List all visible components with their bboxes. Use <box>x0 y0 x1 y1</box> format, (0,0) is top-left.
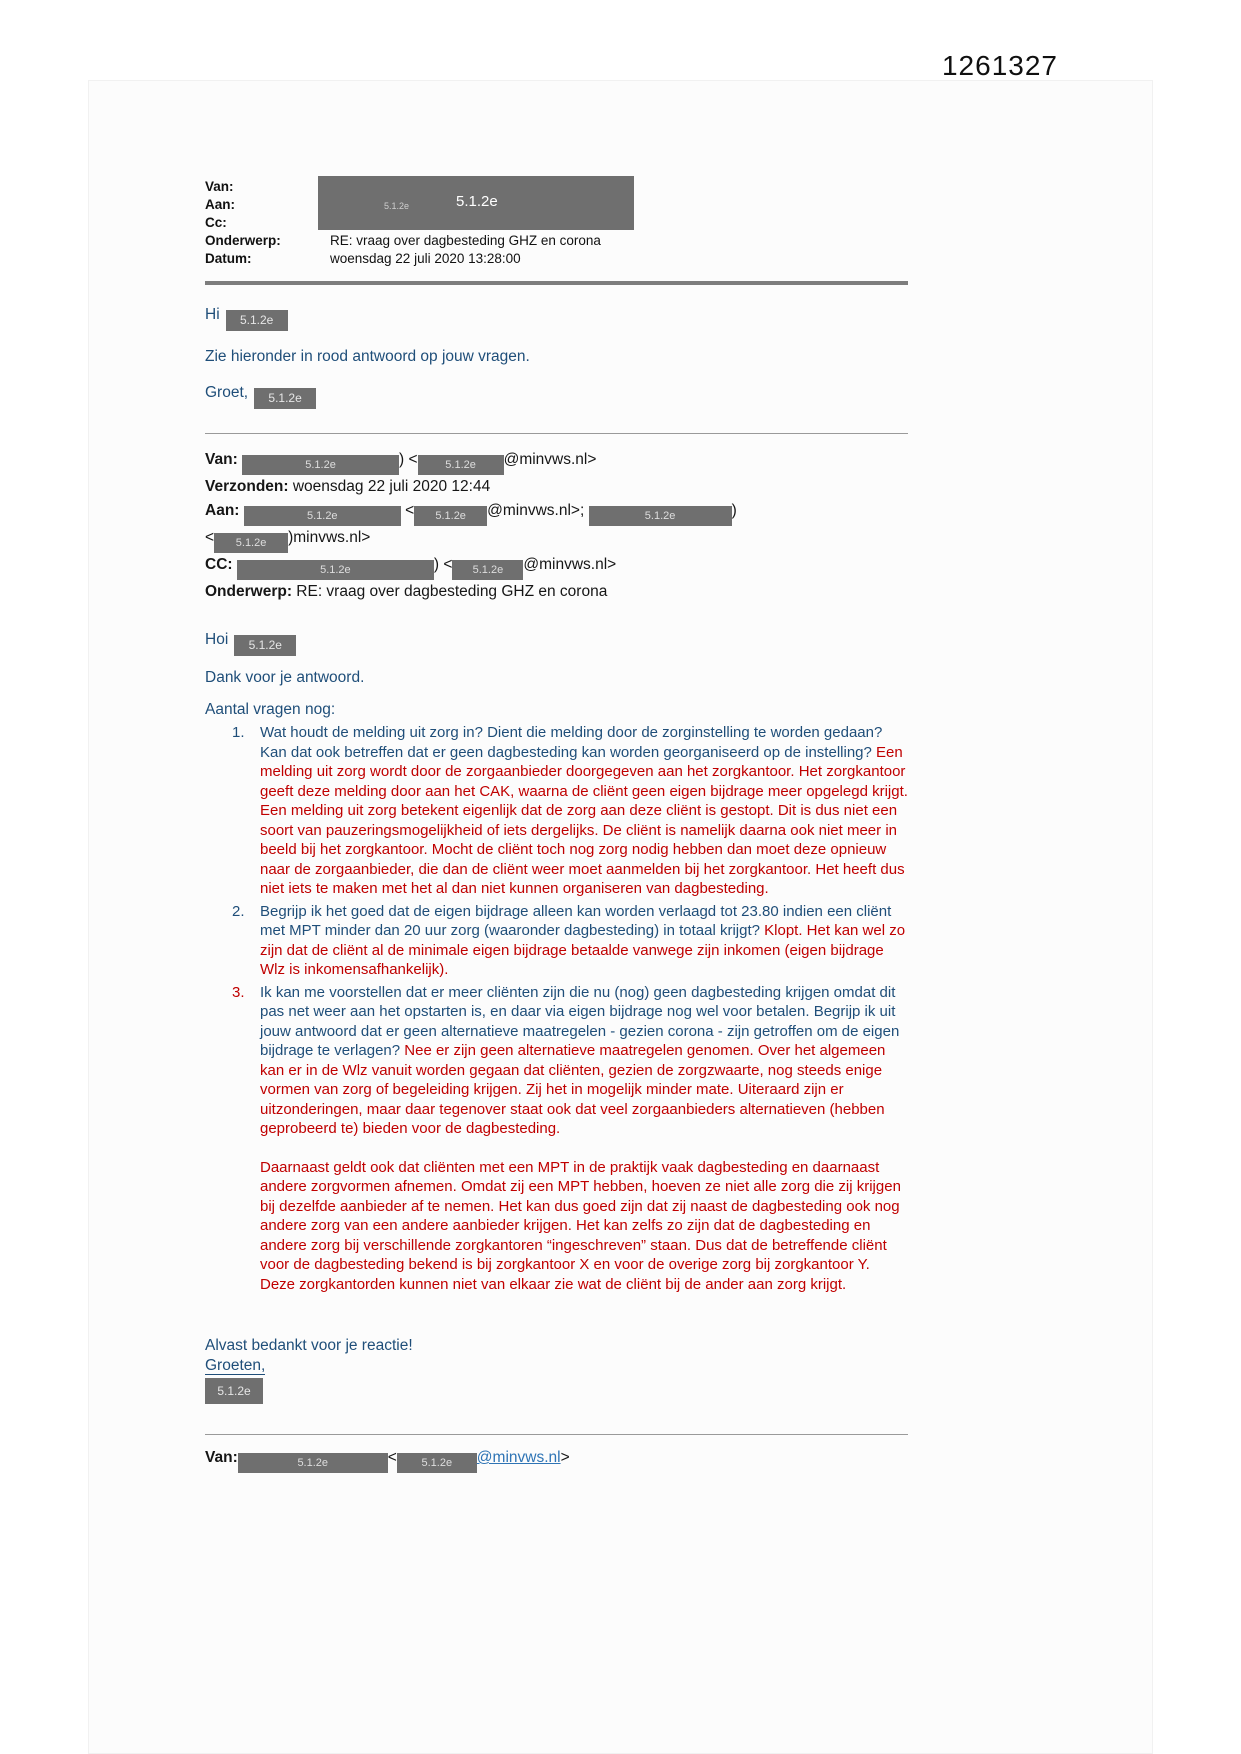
email-document <box>205 178 908 1473</box>
question-item-2 <box>205 902 908 980</box>
redaction-box-signature: 5.1.2e <box>205 1378 263 1404</box>
closing-signoff-line <box>205 1356 908 1376</box>
van-sep: ) < <box>399 451 418 468</box>
quoted-cc-row <box>205 553 908 580</box>
header-row-datum <box>205 250 908 268</box>
redaction-box: 5.1.2e <box>214 533 288 553</box>
question-list <box>205 723 908 1294</box>
redaction-box: 5.1.2e <box>397 1453 477 1473</box>
quoted-aan-label: Aan: <box>205 502 240 519</box>
closing-thanks-line: Alvast bedankt voor je reactie! <box>205 1337 413 1354</box>
redaction-box: 5.1.2e <box>452 560 523 580</box>
answer-text: Nee er zijn geen alternatieve maatregelen genomen. Over het algemeen kan er in de Wlz vanuit worden gegaan dat cliënten, gezien de zorgzwaarte, nog steeds enige vormen van zorg of begeleiding krijgen. Zij het in mogelijk minder mate. Uiteraard zijn er uitzonderingen, maar daar tegenover staat ook dat veel zorgaanbieders alternatieven (hebben geprobeerd te) bieden voor de dagbesteding. <box>260 1042 886 1137</box>
aan-mid: @minvws.nl>; <box>487 502 585 519</box>
item-number: 1. <box>232 724 245 741</box>
redaction-box: 5.1.2e <box>418 455 504 475</box>
item-number: 2. <box>232 902 245 920</box>
answer-text: Een melding uit zorg wordt door de zorgaanbieder doorgegeven aan het zorgkantoor. Het zorgkantoor geeft deze melding door aan het CAK, waarna de cliënt geen eigen bijdrage meer opgelegd krijgt. Een melding uit zorg betekent eigenlijk dat de zorg aan deze cliënt is gestopt. Dit is dus niet een soort van pauzeringsmogelijkheid of iets dergelijks. De cliënt is namelijk daarna ook niet meer in beeld bij het zorgkantoor. Mocht de cliënt toch nog zorg nodig hebben dan moet deze opnieuw naar de zorgaanbieder, die dan de cliënt weer moet aanmelden bij het zorgkantoor. Het heeft dus niet iets te maken met het al dan niet kunnen organiseren van dagbesteding. <box>260 743 908 897</box>
quoted-cc-label: CC: <box>205 556 233 573</box>
question-item-3 <box>205 983 908 1295</box>
item-text <box>260 723 908 899</box>
cc-label: Cc: <box>205 215 227 230</box>
redaction-box-signature: 5.1.2e <box>254 388 316 409</box>
quoted-greeting-text: Hoi <box>205 631 229 648</box>
footer-van-label: Van: <box>205 1449 238 1466</box>
email-link[interactable]: @minvws.nl <box>476 1449 561 1466</box>
quoted-onderwerp-row <box>205 580 908 604</box>
greeting-text: Hi <box>205 306 220 323</box>
question-text: Ik kan me voorstellen dat er meer cliënten zijn die nu (nog) geen dagbesteding krijgen omdat dit pas net weer aan het opstarten is, en daar via eigen bijdrage nog wel voor betalen. Begrijp ik uit jouw antwoord dat er geen alternatieve maatregelen - gezien corona - zijn getroffen om de eigen bijdrage te verlagen? <box>260 983 900 1059</box>
redaction-box: 5.1.2e <box>589 506 732 526</box>
item-number: 3. <box>232 983 245 1001</box>
questions-intro-line: Aantal vragen nog: <box>205 701 336 718</box>
quoted-onderwerp-label: Onderwerp: <box>205 583 292 600</box>
quoted-aan-wrap-row <box>205 526 908 553</box>
header-separator-rule <box>205 281 908 285</box>
quoted-greeting-line <box>205 630 908 656</box>
aan-sep2: ) <box>731 502 737 519</box>
verzonden-value: woensdag 22 juli 2020 12:44 <box>288 478 491 495</box>
redaction-box-recipients <box>318 176 634 230</box>
redaction-code-small: 5.1.2e <box>384 201 410 211</box>
aan-wrap-suffix: )minvws.nl> <box>288 529 371 546</box>
redaction-box: 5.1.2e <box>244 506 401 526</box>
question-text: Begrijp ik het goed dat de eigen bijdrage alleen kan worden verlaagd tot 23.80 indien een cliënt met MPT minder dan 20 uur zorg (waaronder dagbesteding) in totaal krijgt? <box>260 902 892 939</box>
redaction-box: 5.1.2e <box>242 455 399 475</box>
datum-label: Datum: <box>205 251 252 266</box>
intro-line: Zie hieronder in rood antwoord op jouw vragen. <box>205 348 530 365</box>
cc-sep: ) < <box>433 556 453 573</box>
question-item-1 <box>205 723 908 899</box>
redaction-box-name: 5.1.2e <box>234 635 296 656</box>
quoted-aan-row <box>205 499 908 526</box>
question-text: Wat houdt de melding uit zorg in? Dient die melding door de zorginstelling te worden gedaan? Kan dat ook betreffen dat er geen dagbesteding kan worden georganiseerd op de instelling? <box>260 724 883 761</box>
quoted-mail-separator <box>205 433 908 434</box>
cc-suffix: @minvws.nl> <box>523 556 617 573</box>
email-header-top <box>205 178 908 268</box>
quoted-verzonden-row <box>205 475 908 499</box>
redaction-box: 5.1.2e <box>238 1453 388 1473</box>
signoff-line <box>205 383 908 409</box>
onderwerp-label: Onderwerp: <box>205 233 281 248</box>
signoff-text: Groeten, <box>205 1357 266 1374</box>
header-row-onderwerp <box>205 232 908 250</box>
aan-label: Aan: <box>205 197 235 212</box>
footer-suffix: > <box>560 1449 570 1466</box>
verzonden-label: Verzonden: <box>205 478 289 495</box>
document-number: 1261327 <box>941 50 1058 81</box>
redaction-code-large: 5.1.2e <box>456 193 498 210</box>
van-suffix: @minvws.nl> <box>503 451 597 468</box>
email-header-quoted <box>205 448 908 604</box>
redaction-box-name: 5.1.2e <box>226 310 288 331</box>
aan-sep: < <box>405 502 415 519</box>
item-text <box>260 983 908 1295</box>
redaction-box: 5.1.2e <box>237 560 434 580</box>
footer-van-line <box>205 1449 908 1473</box>
van-label: Van: <box>205 179 234 194</box>
quoted-onderwerp-value: RE: vraag over dagbesteding GHZ en corona <box>291 583 608 600</box>
quoted-van-row <box>205 448 908 475</box>
signoff-text: Groet, <box>205 384 249 401</box>
closing-block <box>205 1336 908 1404</box>
greeting-line <box>205 305 908 331</box>
paragraph-gap <box>260 1139 908 1158</box>
onderwerp-value: RE: vraag over dagbesteding GHZ en corona <box>330 233 601 248</box>
answer-text: Klopt. Het kan wel zo zijn dat de cliënt al de minimale eigen bijdrage betaalde vanwege zijn inkomen (eigen bijdrage Wlz is inkomensafhankelijk). <box>260 922 906 978</box>
redaction-box: 5.1.2e <box>414 506 487 526</box>
footer-separator <box>205 1434 908 1435</box>
footer-sep: < <box>387 1449 397 1466</box>
thanks-line: Dank voor je antwoord. <box>205 669 365 686</box>
datum-value: woensdag 22 juli 2020 13:28:00 <box>330 251 521 266</box>
aan-wrap-open: < <box>205 529 215 546</box>
answer-paragraph-2: Daarnaast geldt ook dat cliënten met een MPT in de praktijk vaak dagbesteding en daarnaast andere zorgvormen afnemen. Omdat zij een MPT hebben, hoeven ze niet alle zorg die zij krijgen bij dezelfde aanbieder af te nemen. Het kan dus goed zijn dat zij naast de dagbesteding ook nog andere zorg van een andere aanbieder krijgen. Het kan zelfs zo zijn dat de dagbesteding en andere zorg bij verschillende zorgkantoren “ingeschreven” staan. Dus dat de betreffende cliënt voor de dagbesteding bekend is bij zorgkantoor X en voor de overige zorg bij zorgkantoor Y. Deze zorgkantorden kunnen niet van elkaar zie wat de cliënt bij de ander aan zorg krijgt. <box>260 1158 901 1293</box>
quoted-van-label: Van: <box>205 451 238 468</box>
item-text <box>260 902 908 980</box>
